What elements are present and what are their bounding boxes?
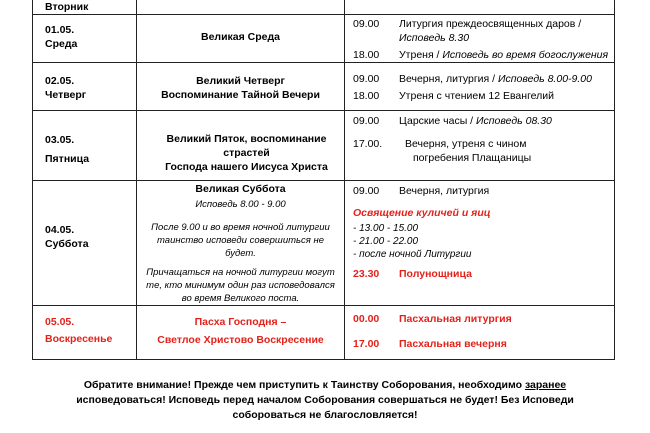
- date-cell: [33, 0, 137, 15]
- blessing-time: - 21.00 - 22.00: [353, 236, 419, 247]
- day-subtitle: Светлое Христово Воскресение: [157, 334, 324, 346]
- service-line: [353, 89, 614, 103]
- title-cell: [137, 63, 345, 111]
- day-label: Пятница: [45, 153, 90, 165]
- day-label: Вторник: [45, 1, 89, 13]
- day-label: Суббота: [45, 238, 89, 250]
- service-line: [353, 72, 614, 86]
- date-label: 01.05.: [45, 24, 75, 36]
- service-line: [353, 137, 614, 165]
- service-text: Утреня с чтением 12 Евангелий: [399, 90, 555, 102]
- day-title: Великая Среда: [200, 31, 281, 43]
- day-subtitle: Господа нашего Иисуса Христа: [165, 161, 328, 173]
- service-text: Вечерня, утреня с чином: [405, 138, 527, 150]
- table-row: [33, 15, 615, 63]
- title-cell: [137, 0, 345, 15]
- title-cell: [137, 15, 345, 63]
- confession-note: Исповедь 08.30: [476, 115, 552, 127]
- confession-note: Исповедь 8.30: [399, 32, 470, 44]
- service-time: 00.00: [353, 313, 380, 325]
- date-cell: [33, 15, 137, 63]
- services-cell: [345, 111, 615, 181]
- service-time: 23.30: [353, 268, 380, 280]
- date-label: 02.05.: [45, 75, 75, 87]
- service-line: [353, 184, 614, 198]
- service-time: 18.00: [353, 90, 380, 102]
- day-label: Четверг: [45, 89, 87, 101]
- table-row: [33, 63, 615, 111]
- day-title: Великий Четверг: [196, 75, 285, 87]
- table-row: [33, 306, 615, 360]
- blessing-times: [353, 222, 614, 261]
- service-line: [353, 267, 614, 281]
- service-time: 09.00: [353, 18, 380, 30]
- schedule-table: [32, 0, 615, 360]
- footer-text: Обратите внимание! Прежде чем приступить к Таинству Соборования, необходимо: [83, 379, 525, 391]
- day-subtitle: Воспоминание Тайной Вечери: [161, 89, 320, 101]
- services-cell: [345, 181, 615, 306]
- service-text: Литургия преждеосвященных даров /: [399, 18, 582, 30]
- services-cell: [345, 15, 615, 63]
- date-cell: [33, 63, 137, 111]
- service-text: Вечерня, литургия /: [399, 73, 496, 85]
- blessing-title: Освящение куличей и яиц: [353, 207, 491, 219]
- title-cell: [137, 181, 345, 306]
- service-text-cont: погребения Плащаницы: [413, 152, 532, 164]
- date-cell: [33, 306, 137, 360]
- service-text: Пасхальная литургия: [399, 313, 512, 325]
- services-cell: [345, 0, 615, 15]
- service-text: Утреня /: [399, 49, 440, 61]
- services-cell: [345, 63, 615, 111]
- title-cell: [137, 111, 345, 181]
- confession-note: Исповедь 8.00-9.00: [498, 73, 592, 85]
- day-title: Великий Пяток, воспоминание страстей: [166, 133, 327, 159]
- footer-text: исповедоваться! Исповедь перед началом Соборования совершаться не будет! Без Исповеди собороваться не благословляется!: [76, 394, 574, 421]
- service-text: Полунощница: [399, 268, 472, 280]
- service-time: 17.00.: [353, 138, 383, 150]
- service-text: Вечерня, литургия: [399, 185, 490, 197]
- service-time: 09.00: [353, 185, 380, 197]
- notice-paragraph: После 9.00 и во время ночной литургии таинство исповеди совершиться не будет.: [151, 222, 330, 259]
- service-text: Пасхальная вечерня: [399, 338, 507, 350]
- footer-notice: [40, 378, 610, 423]
- date-cell: [33, 111, 137, 181]
- table-row: [33, 111, 615, 181]
- date-label: 04.05.: [45, 224, 75, 236]
- service-line: [353, 312, 614, 326]
- title-cell: [137, 306, 345, 360]
- service-time: 18.00: [353, 49, 380, 61]
- service-line: [353, 337, 614, 351]
- service-text: Царские часы /: [399, 115, 474, 127]
- date-label: 05.05.: [45, 316, 75, 328]
- confession-note: Исповедь во время богослужения: [442, 49, 609, 61]
- service-line: [353, 17, 614, 45]
- date-label: 03.05.: [45, 134, 75, 146]
- confession-note: Исповедь 8.00 - 9.00: [195, 199, 286, 210]
- service-line: [353, 48, 614, 62]
- blessing-time: - после ночной Литургии: [353, 249, 472, 260]
- services-cell: [345, 306, 615, 360]
- service-time: 09.00: [353, 73, 380, 85]
- date-cell: [33, 181, 137, 306]
- day-label: Воскресенье: [45, 333, 113, 345]
- service-line: [353, 114, 614, 128]
- table-row: [33, 181, 615, 306]
- table-row: [33, 0, 615, 15]
- day-label: Среда: [45, 38, 78, 50]
- footer-underlined: заранее: [524, 379, 567, 391]
- notice-paragraph: Причащаться на ночной литургии могут те, кто минимум один раз исповедовался во время Великого поста.: [146, 267, 335, 304]
- service-time: 17.00: [353, 338, 380, 350]
- service-time: 09.00: [353, 115, 380, 127]
- day-title: Пасха Господня –: [194, 316, 287, 328]
- day-title: Великая Суббота: [195, 183, 286, 195]
- blessing-time: - 13.00 - 15.00: [353, 223, 419, 234]
